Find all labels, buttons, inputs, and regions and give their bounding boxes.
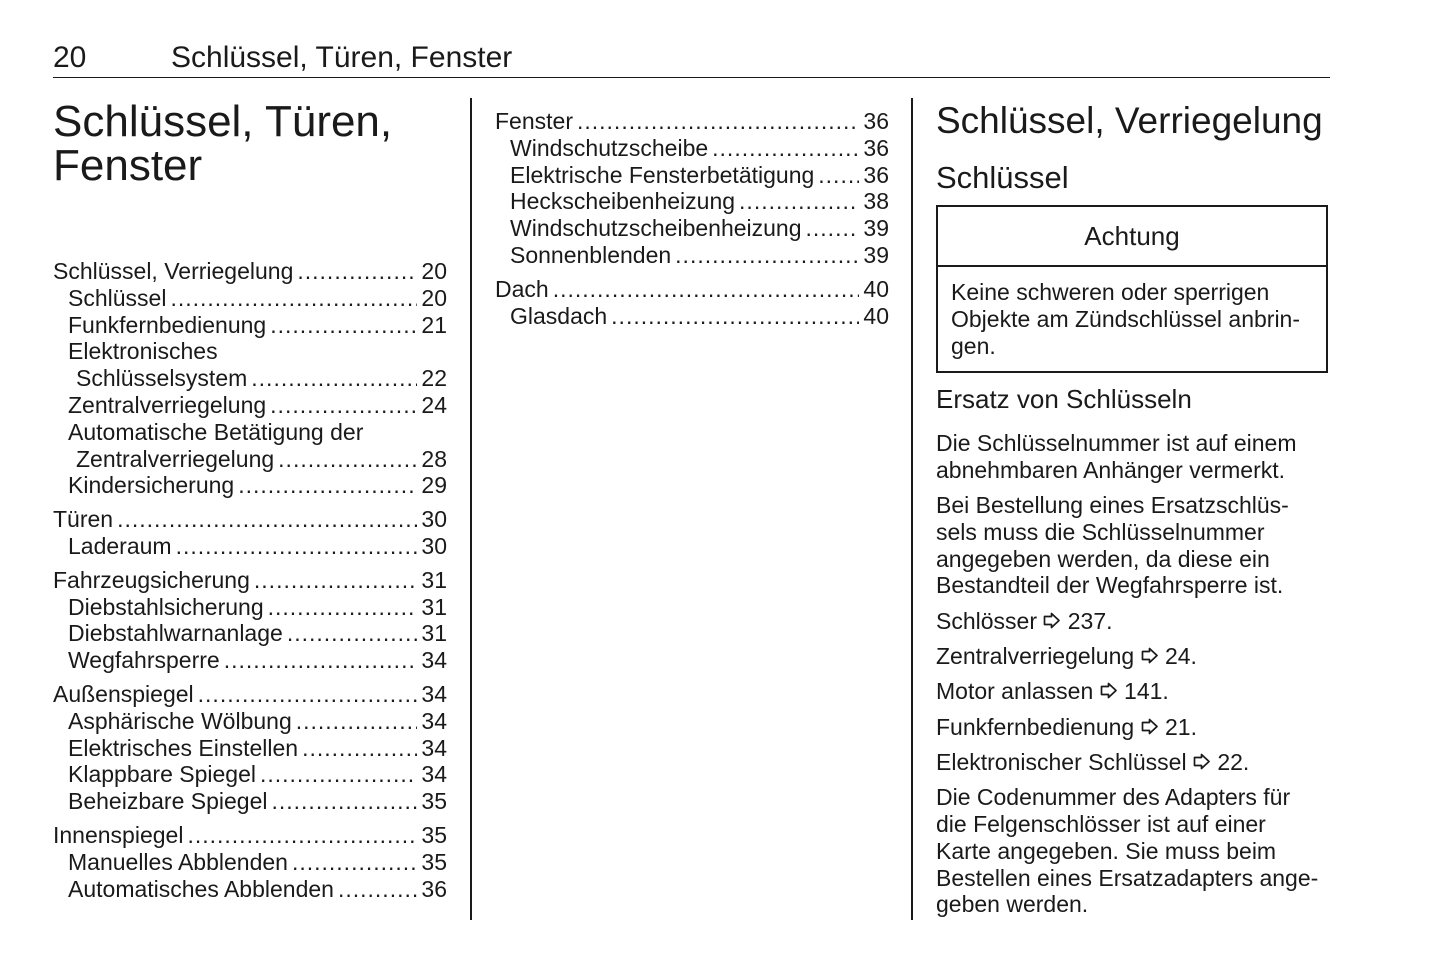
toc-entry[interactable] bbox=[53, 365, 447, 392]
paragraph bbox=[936, 430, 1331, 484]
toc-entry-page: 39 bbox=[863, 215, 889, 242]
cross-reference-label: Zentralverriegelung bbox=[936, 643, 1135, 670]
toc-entry-page: 35 bbox=[421, 821, 447, 848]
toc-entry-label: Klappbare Spiegel bbox=[68, 761, 256, 788]
toc-entry[interactable] bbox=[53, 258, 447, 285]
toc-entry[interactable] bbox=[53, 419, 447, 446]
cross-reference-label: Schlösser bbox=[936, 607, 1037, 634]
cross-reference-page: 24. bbox=[1164, 643, 1197, 670]
column-divider bbox=[470, 98, 472, 920]
text-line: abnehmbaren Anhänger vermerkt. bbox=[936, 456, 1286, 483]
toc-dot-leader bbox=[739, 188, 859, 215]
toc-entry-label: Türen bbox=[53, 506, 114, 533]
text-line: Karte angegeben. Sie muss beim bbox=[936, 837, 1277, 864]
toc-entry-label: Kindersicherung bbox=[68, 472, 235, 499]
cross-reference-label: Funkfernbedienung bbox=[936, 713, 1135, 740]
toc-entry-page: 24 bbox=[421, 391, 447, 418]
toc-entry-page: 40 bbox=[863, 302, 889, 329]
chapter-title bbox=[53, 97, 453, 190]
caution-line: Keine schweren oder sperrigen bbox=[951, 279, 1270, 305]
text-line: Bei Bestellung eines Ersatzschlüs- bbox=[936, 492, 1289, 519]
text-line: die Felgenschlösser ist auf einer bbox=[936, 811, 1266, 838]
cross-reference-page: 22. bbox=[1217, 748, 1250, 775]
toc-entry-page: 34 bbox=[421, 734, 447, 761]
toc-entry-label: Elektronisches bbox=[68, 338, 218, 365]
toc-entry-label: Elektrische Fensterbetätigung bbox=[510, 161, 815, 188]
toc-entry-page: 36 bbox=[863, 108, 889, 134]
toc-entry[interactable] bbox=[53, 338, 447, 365]
arrow-right-outline-icon bbox=[1043, 608, 1061, 635]
toc-entry-label: Asphärische Wölbung bbox=[68, 707, 292, 734]
subsection-title: Schlüssel bbox=[936, 160, 1069, 195]
toc-entry-label: Diebstahlsicherung bbox=[68, 593, 264, 620]
text-line: Die Codenummer des Adapters für bbox=[936, 784, 1291, 811]
arrow-right-outline-icon bbox=[1193, 749, 1211, 776]
toc-entry-page: 29 bbox=[421, 472, 447, 499]
caution-text bbox=[938, 267, 1326, 371]
toc-entry[interactable] bbox=[53, 735, 447, 762]
toc-entry-label: Windschutzscheibenheizung bbox=[510, 215, 802, 242]
toc-entry-page: 28 bbox=[421, 445, 447, 472]
toc-dot-leader bbox=[270, 312, 417, 339]
toc-dot-leader bbox=[806, 215, 860, 242]
toc-entry[interactable] bbox=[53, 849, 447, 876]
toc-entry[interactable] bbox=[53, 472, 447, 499]
toc-entry[interactable] bbox=[53, 533, 447, 560]
replacement-heading: Ersatz von Schlüsseln bbox=[936, 384, 1192, 414]
toc-entry-label: Zentralverriegelung bbox=[76, 445, 275, 472]
section-body bbox=[936, 430, 1331, 927]
caution-box bbox=[936, 205, 1328, 373]
toc-dot-leader bbox=[577, 108, 859, 135]
toc-entry[interactable] bbox=[495, 242, 889, 269]
text-line: Bestellen eines Ersatzadapters ange- bbox=[936, 864, 1319, 891]
toc-entry[interactable] bbox=[53, 876, 447, 903]
toc-entry-page: 22 bbox=[421, 365, 447, 392]
toc-entry-label: Dach bbox=[495, 275, 549, 302]
toc-column-left bbox=[53, 258, 447, 902]
toc-entry-label: Beheizbare Spiegel bbox=[68, 788, 268, 815]
arrow-right-outline-icon bbox=[1141, 643, 1159, 670]
toc-entry-label: Schlüssel, Verriegelung bbox=[53, 258, 294, 284]
toc-dot-leader bbox=[338, 876, 417, 903]
toc-entry[interactable] bbox=[53, 594, 447, 621]
text-line: Die Schlüsselnummer ist auf einem bbox=[936, 430, 1297, 456]
cross-reference[interactable] bbox=[936, 678, 1331, 705]
toc-entry[interactable] bbox=[53, 312, 447, 339]
toc-entry-label: Heckscheibenheizung bbox=[510, 188, 736, 215]
toc-entry-label: Elektrisches Einstellen bbox=[68, 734, 299, 761]
toc-entry[interactable] bbox=[53, 761, 447, 788]
toc-entry[interactable] bbox=[53, 708, 447, 735]
toc-column-middle bbox=[495, 108, 889, 329]
arrow-right-outline-icon bbox=[1141, 714, 1159, 741]
toc-dot-leader bbox=[117, 506, 417, 533]
toc-entry[interactable] bbox=[53, 681, 447, 708]
toc-entry[interactable] bbox=[53, 647, 447, 674]
toc-entry[interactable] bbox=[53, 822, 447, 849]
toc-entry-page: 39 bbox=[863, 241, 889, 268]
paragraph bbox=[936, 784, 1331, 918]
chapter-title-line: Fenster bbox=[53, 141, 203, 190]
toc-entry-page: 35 bbox=[421, 788, 447, 815]
cross-reference-page: 237. bbox=[1067, 607, 1113, 634]
section-title: Schlüssel, Verriegelung bbox=[936, 100, 1323, 141]
toc-entry-label: Glasdach bbox=[510, 302, 608, 329]
toc-entry[interactable] bbox=[495, 135, 889, 162]
toc-dot-leader bbox=[254, 567, 418, 594]
cross-reference[interactable] bbox=[936, 608, 1331, 635]
cross-reference-label: Elektronischer Schlüssel bbox=[936, 748, 1187, 775]
toc-dot-leader bbox=[296, 708, 418, 735]
toc-entry-page: 20 bbox=[421, 284, 447, 311]
toc-entry-page: 30 bbox=[421, 506, 447, 533]
toc-dot-leader bbox=[278, 446, 417, 473]
toc-entry-page: 34 bbox=[421, 761, 447, 788]
cross-reference[interactable] bbox=[936, 643, 1331, 670]
toc-entry-page: 21 bbox=[421, 311, 447, 338]
text-line: geben werden. bbox=[936, 891, 1089, 918]
toc-dot-leader bbox=[238, 472, 417, 499]
toc-entry-page: 40 bbox=[863, 275, 889, 302]
toc-entry-label: Laderaum bbox=[68, 532, 172, 559]
toc-entry-page: 30 bbox=[421, 532, 447, 559]
caution-title: Achtung bbox=[938, 207, 1326, 267]
toc-dot-leader bbox=[251, 365, 417, 392]
toc-dot-leader bbox=[297, 258, 417, 285]
toc-entry[interactable] bbox=[53, 620, 447, 647]
toc-entry-page: 36 bbox=[863, 161, 889, 188]
toc-entry-label: Windschutzscheibe bbox=[510, 134, 709, 161]
toc-entry-page: 34 bbox=[421, 707, 447, 734]
toc-entry-label: Schlüssel bbox=[68, 284, 167, 311]
toc-entry[interactable] bbox=[53, 285, 447, 312]
toc-dot-leader bbox=[287, 620, 418, 647]
page-header bbox=[53, 40, 1330, 78]
toc-dot-leader bbox=[176, 533, 418, 560]
toc-dot-leader bbox=[268, 594, 418, 621]
text-line: Bestandteil der Wegfahrsperre ist. bbox=[936, 572, 1284, 599]
toc-entry[interactable] bbox=[53, 446, 447, 473]
toc-dot-leader bbox=[818, 162, 859, 189]
toc-entry-page: 36 bbox=[421, 875, 447, 902]
toc-dot-leader bbox=[553, 276, 860, 303]
toc-entry[interactable] bbox=[495, 303, 889, 330]
cross-reference-label: Motor anlassen bbox=[936, 678, 1094, 705]
toc-entry[interactable] bbox=[53, 506, 447, 533]
toc-entry-page: 31 bbox=[421, 566, 447, 593]
arrow-right-outline-icon bbox=[1100, 678, 1118, 705]
toc-entry-page: 31 bbox=[421, 620, 447, 647]
toc-entry[interactable] bbox=[495, 188, 889, 215]
toc-dot-leader bbox=[712, 135, 859, 162]
toc-entry-label: Automatische Betätigung der bbox=[68, 418, 364, 445]
toc-entry-label: Außenspiegel bbox=[53, 680, 194, 707]
cross-reference-page: 141. bbox=[1124, 678, 1169, 705]
toc-entry-label: Manuelles Abblenden bbox=[68, 848, 288, 875]
caution-line: Objekte am Zündschlüssel anbrin- bbox=[951, 305, 1300, 332]
column-divider bbox=[911, 98, 913, 920]
toc-entry-label: Diebstahlwarnanlage bbox=[68, 620, 283, 647]
toc-entry[interactable] bbox=[53, 788, 447, 815]
toc-entry-label: Zentralverriegelung bbox=[68, 391, 267, 418]
toc-dot-leader bbox=[270, 392, 417, 419]
page-number: 20 bbox=[53, 41, 87, 74]
caution-line: gen. bbox=[951, 332, 996, 359]
toc-entry-label: Schlüsselsystem bbox=[76, 365, 248, 392]
toc-entry-label: Innenspiegel bbox=[53, 821, 184, 848]
cross-reference[interactable] bbox=[936, 749, 1331, 776]
toc-dot-leader bbox=[302, 735, 417, 762]
text-line: angegeben werden, da diese ein bbox=[936, 545, 1270, 572]
toc-entry[interactable] bbox=[53, 392, 447, 419]
toc-entry-label: Automatisches Abblenden bbox=[68, 875, 334, 902]
toc-entry-page: 35 bbox=[421, 848, 447, 875]
toc-entry[interactable] bbox=[495, 276, 889, 303]
toc-entry[interactable] bbox=[495, 215, 889, 242]
toc-entry-page: 31 bbox=[421, 593, 447, 620]
toc-entry-label: Funkfernbedienung bbox=[68, 311, 267, 338]
cross-reference[interactable] bbox=[936, 714, 1331, 741]
toc-dot-leader bbox=[271, 788, 417, 815]
toc-entry[interactable] bbox=[495, 108, 889, 135]
text-line: sels muss die Schlüsselnummer bbox=[936, 518, 1265, 545]
toc-dot-leader bbox=[675, 242, 859, 269]
toc-entry-page: 34 bbox=[421, 680, 447, 707]
cross-reference-page: 21. bbox=[1165, 713, 1197, 740]
toc-entry-page: 34 bbox=[421, 647, 447, 674]
toc-dot-leader bbox=[611, 303, 859, 330]
cross-reference-list bbox=[936, 608, 1331, 776]
toc-dot-leader bbox=[292, 849, 417, 876]
toc-dot-leader bbox=[224, 647, 418, 674]
toc-entry-page: 38 bbox=[863, 188, 889, 215]
toc-entry-label: Wegfahrsperre bbox=[68, 647, 220, 674]
running-title: Schlüssel, Türen, Fenster bbox=[171, 41, 513, 74]
toc-dot-leader bbox=[198, 681, 418, 708]
toc-entry-label: Fenster bbox=[495, 108, 573, 134]
toc-dot-leader bbox=[260, 761, 417, 788]
chapter-title-line: Schlüssel, Türen, bbox=[53, 97, 393, 146]
toc-entry-label: Sonnenblenden bbox=[510, 241, 672, 268]
toc-entry[interactable] bbox=[495, 162, 889, 189]
toc-entry[interactable] bbox=[53, 567, 447, 594]
paragraph bbox=[936, 492, 1331, 599]
toc-entry-page: 20 bbox=[421, 258, 447, 284]
toc-entry-page: 36 bbox=[863, 134, 889, 161]
toc-entry-label: Fahrzeugsicherung bbox=[53, 566, 250, 593]
toc-dot-leader bbox=[187, 822, 417, 849]
toc-dot-leader bbox=[170, 285, 417, 312]
